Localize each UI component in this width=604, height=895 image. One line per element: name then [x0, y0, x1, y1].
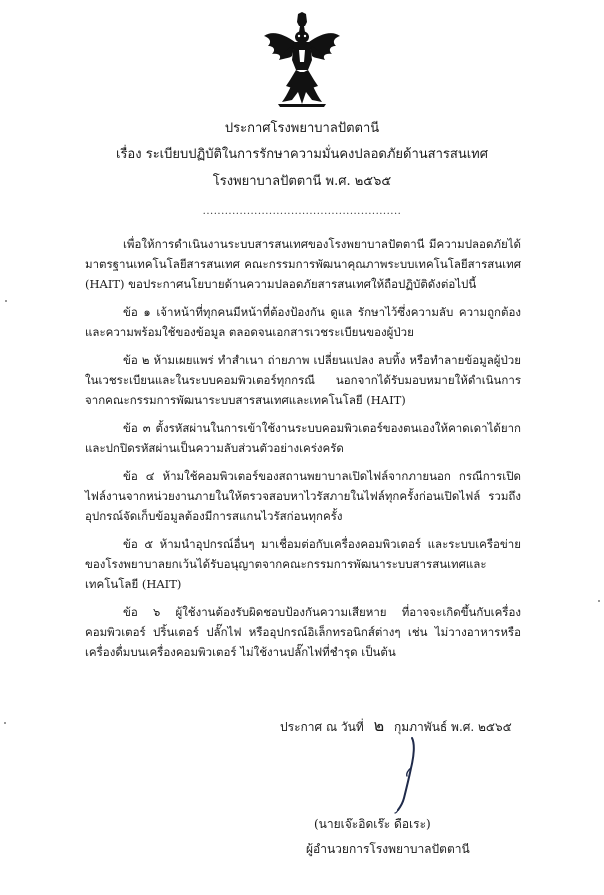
clause-4-paragraph: ข้อ ๔ ห้ามใช้คอมพิวเตอร์ของสถานพยาบาลเปิดไฟล์จากภายนอก กรณีการเปิดไฟล์งานจากหน่วยงานภายในให้ตรวจสอบหาไวรัสภายในไฟล์ทุกครั้งก่อนเปิดไฟล์ รวมถึงอุปกรณ์จัดเก็บข้อมูลต้องมีการสแกนไวรัสก่อนทุกครั้ง [85, 469, 521, 523]
announcement-subject: เรื่อง ระเบียบปฏิบัติในการรักษาความมั่นคงปลอดภัยด้านสารสนเทศ [116, 147, 488, 162]
garuda-emblem-icon [262, 12, 342, 107]
clause-3-paragraph: ข้อ ๓ ตั้งรหัสผ่านในการเข้าใช้งานระบบคอมพิวเตอร์ของตนเองให้คาดเดาได้ยาก และปกปิดรหัสผ่านเป็นความลับส่วนตัวอย่างเคร่งครัด [85, 421, 521, 455]
clause-2-paragraph: ข้อ ๒ ห้ามเผยแพร่ ทำสำเนา ถ่ายภาพ เปลี่ยนแปลง ลบทิ้ง หรือทำลายข้อมูลผู้ป่วย ในเวชระเบียนและในระบบคอมพิวเตอร์ทุกกรณี นอกจากได้รับมอบหมายให้ดำเนินการจากคณะกรรมการพัฒนาระบบสารสนเทศและเทคโนโลยี (HAIT) [85, 353, 521, 407]
signer-name: (นายเจ๊ะอิดเร๊ะ ดือเระ) [314, 817, 431, 831]
clause-5-paragraph: ข้อ ๕ ห้ามนำอุปกรณ์อื่นๆ มาเชื่อมต่อกับเครื่องคอมพิวเตอร์ และระบบเครือข่ายของโรงพยาบาลยกเว้นได้รับอนุญาตจากคณะกรรมการพัฒนาระบบสารสนเทศและเทคโนโลยี (HAIT) [85, 537, 521, 591]
title-separator: ...................................................... [202, 206, 402, 217]
scan-speck [4, 722, 6, 724]
signer-position: ผู้อำนวยการโรงพยาบาลปัตตานี [306, 842, 470, 856]
announcement-title: ประกาศโรงพยาบาลปัตตานี [224, 121, 380, 136]
announcement-org-date: โรงพยาบาลปัตตานี พ.ศ. ๒๕๖๕ [212, 174, 392, 189]
scan-speck [5, 300, 7, 302]
announcement-body [85, 234, 521, 670]
date-month-year: กุมภาพันธ์ พ.ศ. ๒๕๖๕ [393, 720, 512, 734]
handwritten-signature [382, 734, 432, 814]
intro-paragraph: เพื่อให้การดำเนินงานระบบสารสนเทศของโรงพยาบาลปัตตานี มีความปลอดภัยได้มาตรฐานเทคโนโลยีสารสนเทศ คณะกรรมการพัฒนาคุณภาพระบบเทคโนโลยีสารสนเทศ (HAIT) ขอประกาศนโยบายด้านความปลอดภัยสารสนเทศให้ถือปฏิบัติดังต่อไปนี้ [85, 237, 521, 291]
scan-speck [598, 600, 600, 602]
date-day: ๒ [373, 716, 385, 735]
clause-1-paragraph: ข้อ ๑ เจ้าหน้าที่ทุกคนมีหน้าที่ต้องป้องกัน ดูแล รักษาไว้ซึ่งความลับ ความถูกต้อง และความพร้อมใช้ของข้อมูล ตลอดจนเอกสารเวชระเบียนของผู้ป่วย [85, 305, 521, 339]
clause-6-paragraph: ข้อ ๖ ผู้ใช้งานต้องรับผิดชอบป้องกันความเสียหาย ที่อาจจะเกิดขึ้นกับเครื่องคอมพิวเตอร์ ปริ้นเตอร์ ปลั๊กไฟ หรืออุปกรณ์อิเล็กทรอนิกส์ต่างๆ เช่น ไม่วางอาหารหรือเครื่องดื่มบนเครื่องคอมพิวเตอร์ ไม่ใช้งานปลั๊กไฟที่ชำรุด เป็นต้น [85, 605, 521, 659]
date-prefix: ประกาศ ณ วันที่ [280, 720, 364, 734]
